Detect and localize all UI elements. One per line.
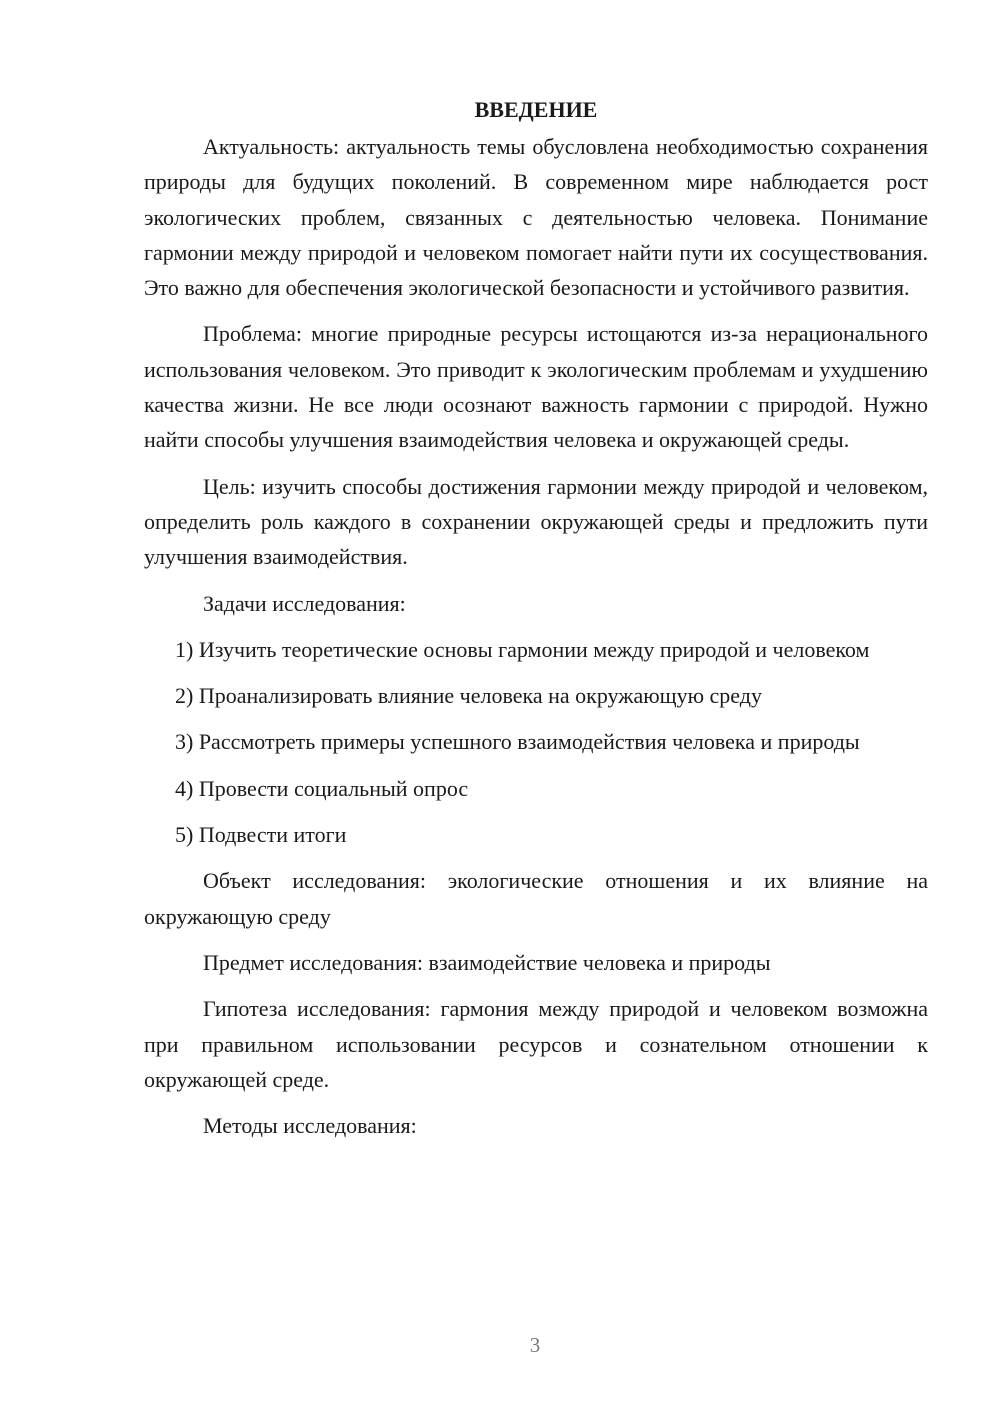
tasks-heading: Задачи исследования: [203, 590, 406, 616]
paragraph-relevance: Актуальность: актуальность темы обусловлена необходимостью сохранения природы для будущих поколений. В современном мире наблюдается рост экологических проблем, связанных с деятельностью человека. Понимание гармонии между природой и человеком помогает найти пути их сосуществования. Это важно для обеспечения экологической безопасности и устойчивого развития. [144, 134, 928, 301]
paragraph-subject: Предмет исследования: взаимодействие человека и природы [203, 949, 771, 975]
document-body [144, 92, 928, 1154]
paragraph-problem: Проблема: многие природные ресурсы истощаются из-за нерационального использования человеком. Это приводит к экологическим проблемам и ухудшению качества жизни. Не все люди осознают важность гармонии с природой. Нужно найти способы улучшения взаимодействия человека и окружающей среды. [144, 321, 928, 453]
page-number: 3 [529, 1333, 541, 1357]
task-item-1: 1) Изучить теоретические основы гармонии между природой и человеком [175, 636, 870, 662]
task-item-5: 5) Подвести итоги [175, 822, 347, 848]
paragraph-object: Объект исследования: экологические отношения и их влияние на окружающую среду [144, 868, 928, 929]
task-item-4: 4) Провести социальный опрос [175, 775, 469, 801]
methods-heading: Методы исследования: [203, 1113, 417, 1139]
paragraph-hypothesis: Гипотеза исследования: гармония между природой и человеком возможна при правильном использовании ресурсов и сознательном отношении к окружающей среде. [144, 996, 928, 1092]
paragraph-goal: Цель: изучить способы достижения гармонии между природой и человеком, определить роль каждого в сохранении окружающей среды и предложить пути улучшения взаимодействия. [144, 473, 928, 570]
task-item-3: 3) Рассмотреть примеры успешного взаимодействия человека и природы [175, 729, 860, 755]
section-title: ВВЕДЕНИЕ [474, 97, 598, 122]
task-item-2: 2) Проанализировать влияние человека на окружающую среду [175, 683, 762, 709]
